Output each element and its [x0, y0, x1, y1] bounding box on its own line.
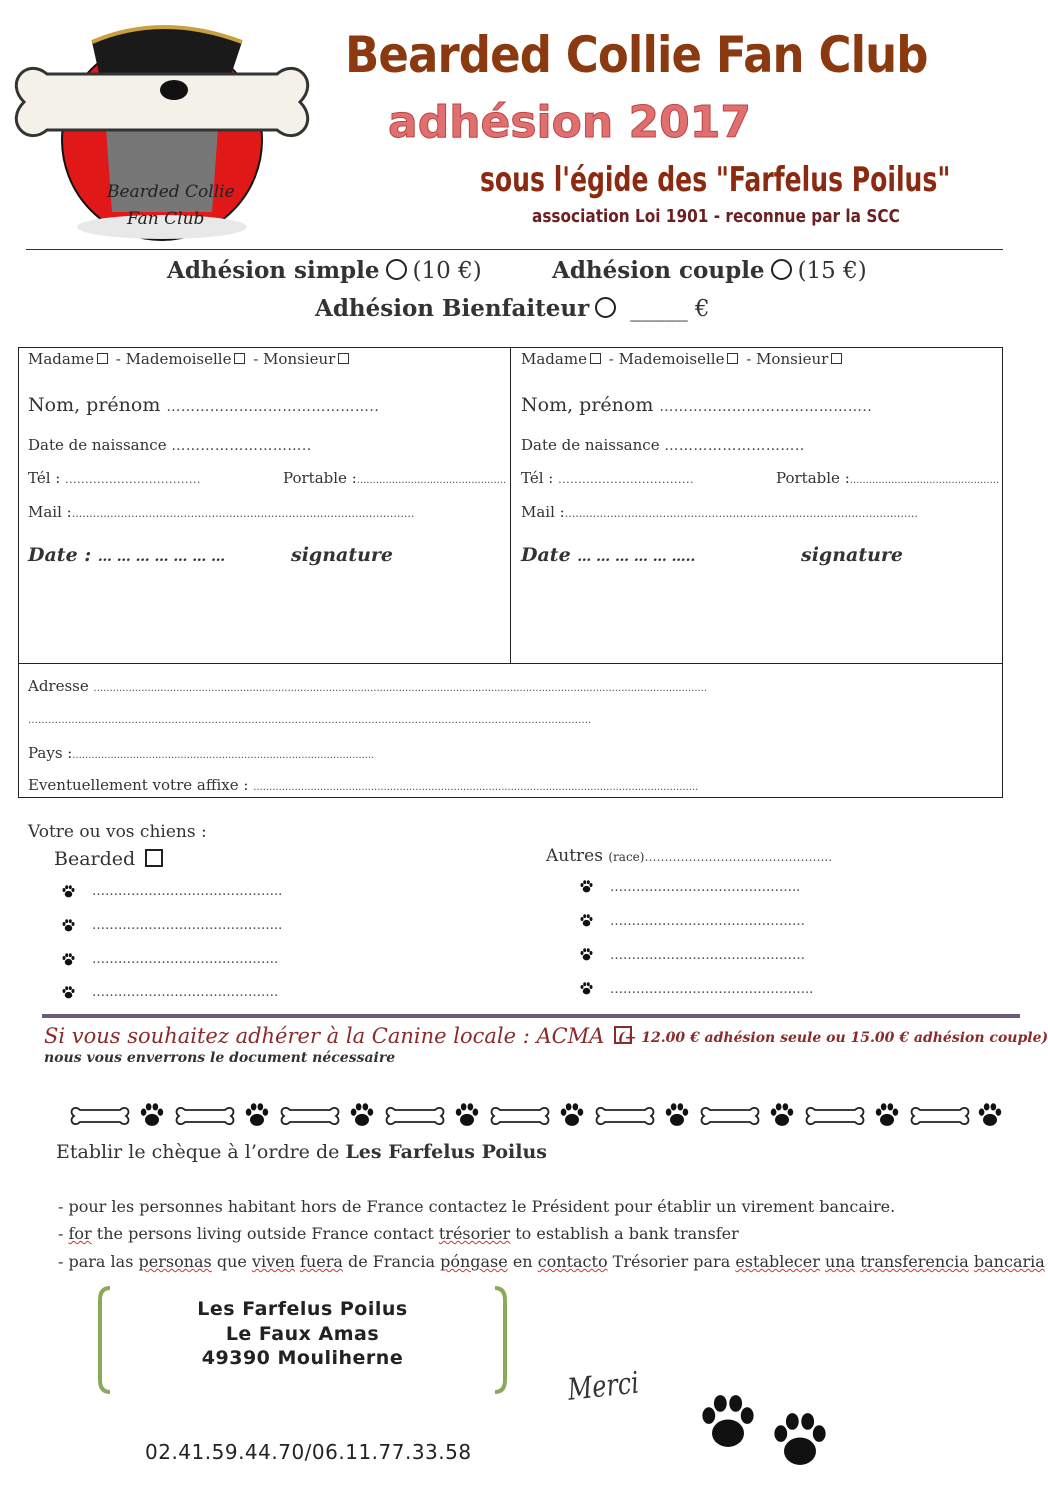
right-mobile-label: Portable : — [776, 469, 850, 487]
cheque-prefix: Etablir le chèque à l’ordre de — [56, 1141, 340, 1163]
right-tel-dots: .................................. — [558, 473, 695, 486]
bone-icon — [702, 1108, 759, 1124]
cheque-payee: Les Farfelus Poilus — [345, 1141, 547, 1163]
bearded-row[interactable] — [54, 848, 163, 872]
option-bienfaiteur-radio[interactable] — [595, 297, 616, 318]
left-name-dots: …………………………………….. — [166, 399, 380, 415]
country-field[interactable] — [28, 744, 374, 762]
bearded-line-1[interactable]: …………………………………….. — [92, 884, 283, 899]
right-name-dots: …………………………………….. — [659, 399, 873, 415]
paw-icon — [876, 1103, 898, 1126]
left-monsieur-label: - Monsieur — [253, 350, 336, 368]
right-mademoiselle-checkbox[interactable] — [727, 353, 738, 364]
left-madame-checkbox[interactable] — [97, 353, 108, 364]
paw-icon — [61, 985, 76, 1000]
right-birth-label: Date de naissance — [521, 436, 660, 454]
option-simple[interactable] — [167, 257, 482, 286]
paw-icon — [666, 1103, 688, 1126]
right-mail-label: Mail : — [521, 503, 565, 521]
left-mobile-label: Portable : — [283, 469, 357, 487]
right-name-field[interactable] — [521, 394, 872, 416]
right-monsieur-checkbox[interactable] — [831, 353, 842, 364]
right-birth-dots: ……………………….. — [664, 438, 805, 454]
left-mail-label: Mail : — [28, 503, 72, 521]
left-mobile-field[interactable] — [283, 469, 506, 487]
bearded-checkbox[interactable] — [145, 849, 163, 867]
left-civility-row[interactable] — [28, 350, 352, 368]
right-monsieur-label: - Monsieur — [746, 350, 829, 368]
left-mobile-dots: ............................................... — [356, 475, 507, 486]
bone-icon — [282, 1108, 339, 1124]
right-mademoiselle-label: - Mademoiselle — [608, 350, 725, 368]
bearded-line-3[interactable]: ……………………………………. — [92, 952, 279, 967]
paw-icon — [771, 1103, 793, 1126]
paw-icon — [579, 913, 594, 928]
option-couple-label: Adhésion couple — [552, 257, 765, 284]
affix-field[interactable] — [28, 776, 698, 794]
address-line-1: Les Farfelus Poilus — [197, 1298, 408, 1320]
other-line-2[interactable]: ……………………………………… — [610, 914, 805, 929]
acma-row[interactable] — [44, 1024, 632, 1049]
right-mail-dots: ..................................................................................................... — [564, 507, 918, 520]
phone-numbers: 02.41.59.44.70/06.11.77.33.58 — [145, 1440, 472, 1464]
mailing-address-box — [100, 1286, 505, 1394]
right-mobile-field[interactable] — [776, 469, 1002, 487]
option-simple-amount: (10 €) — [412, 258, 482, 284]
paw-icon — [579, 981, 594, 996]
left-birth-label: Date de naissance — [28, 436, 167, 454]
right-date-dots: … … … … … ….. — [577, 549, 696, 565]
paw-icon — [979, 1103, 1001, 1126]
others-row[interactable] — [546, 846, 832, 866]
bone-icon — [72, 1108, 129, 1124]
paw-icon — [61, 952, 76, 967]
other-line-1[interactable]: …………………………………….. — [610, 880, 801, 895]
others-label: Autres — [546, 846, 603, 866]
address-line-2: Le Faux Amas — [225, 1323, 380, 1345]
option-bienfaiteur-amount[interactable]: _____ € — [630, 296, 710, 322]
bone-icon — [912, 1108, 969, 1124]
right-birth-field[interactable] — [521, 436, 805, 454]
paw-icon — [61, 918, 76, 933]
page-title: Bearded Collie Fan Club — [345, 26, 928, 84]
form-row-divider — [18, 663, 1003, 664]
right-mobile-dots: ............................................... — [849, 475, 1000, 486]
right-civility-row[interactable] — [521, 350, 845, 368]
acma-note: (+ 12.00 € adhésion seule ou 15.00 € adhésion couple) — [618, 1030, 1048, 1046]
right-name-label: Nom, prénom — [521, 394, 654, 416]
association-line: association Loi 1901 - reconnue par la SCC — [532, 206, 900, 227]
bone-icon — [597, 1108, 654, 1124]
option-couple-amount: (15 €) — [797, 258, 867, 284]
bone-paw-border — [68, 1100, 1008, 1130]
bone-icon — [492, 1108, 549, 1124]
other-line-3[interactable]: ……………………………………… — [610, 948, 805, 963]
right-tel-label: Tél : — [521, 469, 554, 487]
egide-line: sous l'égide des "Farfelus Poilus" — [480, 160, 951, 200]
paw-icon — [351, 1103, 373, 1126]
acma-subtext: nous vous enverrons le document nécessaire — [44, 1050, 396, 1066]
dogs-heading: Votre ou vos chiens : — [28, 822, 207, 842]
paw-icon — [579, 879, 594, 894]
option-simple-label: Adhésion simple — [167, 257, 380, 284]
address-dots-line2: ……………………………………………………………………………………………………………………………………………………. — [28, 715, 592, 726]
club-logo — [12, 12, 312, 244]
right-mail-field[interactable] — [521, 503, 918, 521]
left-date-label: Date : — [28, 544, 92, 566]
left-tel-label: Tél : — [28, 469, 61, 487]
right-signature-label: signature — [801, 544, 904, 566]
right-tel-field[interactable] — [521, 469, 694, 487]
address-field-line2[interactable] — [28, 709, 591, 727]
address-dots: ................................................................................................................................................................................................. — [93, 683, 708, 694]
left-name-field[interactable] — [28, 394, 379, 416]
country-dots: ............................................................................................... — [72, 750, 375, 761]
paw-icon — [696, 1390, 760, 1454]
address-line-3: 49390 Mouliherne — [201, 1347, 404, 1369]
right-date-field[interactable] — [521, 544, 695, 566]
bearded-line-2[interactable]: …………………………………….. — [92, 918, 283, 933]
form-column-divider — [510, 347, 511, 664]
left-tel-dots: .................................. — [65, 473, 202, 486]
address-field[interactable] — [28, 677, 707, 695]
option-couple[interactable] — [552, 257, 867, 286]
header-divider — [26, 249, 1003, 250]
payment-en-line: - for the persons living outside France contact trésorier to establish a bank transfer — [58, 1224, 739, 1243]
paw-icon — [456, 1103, 478, 1126]
option-bienfaiteur-label: Adhésion Bienfaiteur — [315, 295, 590, 322]
bearded-line-4[interactable]: ……………………………………. — [92, 985, 279, 1000]
option-bienfaiteur[interactable] — [315, 295, 710, 324]
paw-icon — [768, 1408, 832, 1472]
logo-text-line2: Fan Club — [127, 209, 205, 229]
left-mail-field[interactable] — [28, 503, 414, 521]
merci-text: Merci — [566, 1365, 641, 1408]
right-madame-checkbox[interactable] — [590, 353, 601, 364]
acma-text: Si vous souhaitez adhérer à la Canine locale : ACMA — [44, 1024, 605, 1048]
left-monsieur-checkbox[interactable] — [338, 353, 349, 364]
paw-icon — [561, 1103, 583, 1126]
left-mail-dots: .................................................................................................. — [71, 507, 415, 520]
right-date-label: Date — [521, 544, 571, 566]
left-mademoiselle-label: - Mademoiselle — [115, 350, 232, 368]
race-dots: ……………………………………….. — [644, 850, 833, 864]
country-label: Pays : — [28, 744, 73, 762]
page-subtitle: adhésion 2017 — [388, 97, 751, 148]
bone-icon — [177, 1108, 234, 1124]
paw-icon — [579, 947, 594, 962]
option-couple-radio[interactable] — [771, 259, 792, 280]
left-birth-dots: ……………………….. — [171, 438, 312, 454]
logo-text-line1: Bearded Collie — [107, 182, 235, 202]
other-line-4[interactable]: ……………………………………….. — [610, 982, 814, 997]
section-divider — [42, 1014, 1020, 1018]
address-label: Adresse — [28, 677, 89, 695]
paw-icon — [246, 1103, 268, 1126]
left-date-dots: … … … … … … … — [97, 549, 226, 565]
left-tel-field[interactable] — [28, 469, 201, 487]
payment-fr-line: - pour les personnes habitant hors de France contactez le Président pour établir un virement bancaire. — [58, 1197, 896, 1216]
left-date-field[interactable] — [28, 544, 225, 566]
left-mademoiselle-checkbox[interactable] — [234, 353, 245, 364]
paw-icon — [61, 884, 76, 899]
right-madame-label: Madame — [521, 350, 587, 368]
option-simple-radio[interactable] — [386, 259, 407, 280]
cheque-instruction — [56, 1141, 547, 1163]
affix-dots: ............................................................................................................................................ — [253, 782, 699, 793]
bearded-label: Bearded — [54, 848, 136, 870]
left-madame-label: Madame — [28, 350, 94, 368]
left-name-label: Nom, prénom — [28, 394, 161, 416]
left-signature-label: signature — [291, 544, 394, 566]
bone-icon — [807, 1108, 864, 1124]
paw-icon — [141, 1103, 163, 1126]
payment-es-line: - para las personas que viven fuera de Francia póngase en contacto Trésorier para establecer una transferencia bancaria — [58, 1252, 1045, 1271]
affix-label: Eventuellement votre affixe : — [28, 776, 249, 794]
race-label: (race) — [608, 850, 645, 864]
left-birth-field[interactable] — [28, 436, 312, 454]
bone-icon — [387, 1108, 444, 1124]
